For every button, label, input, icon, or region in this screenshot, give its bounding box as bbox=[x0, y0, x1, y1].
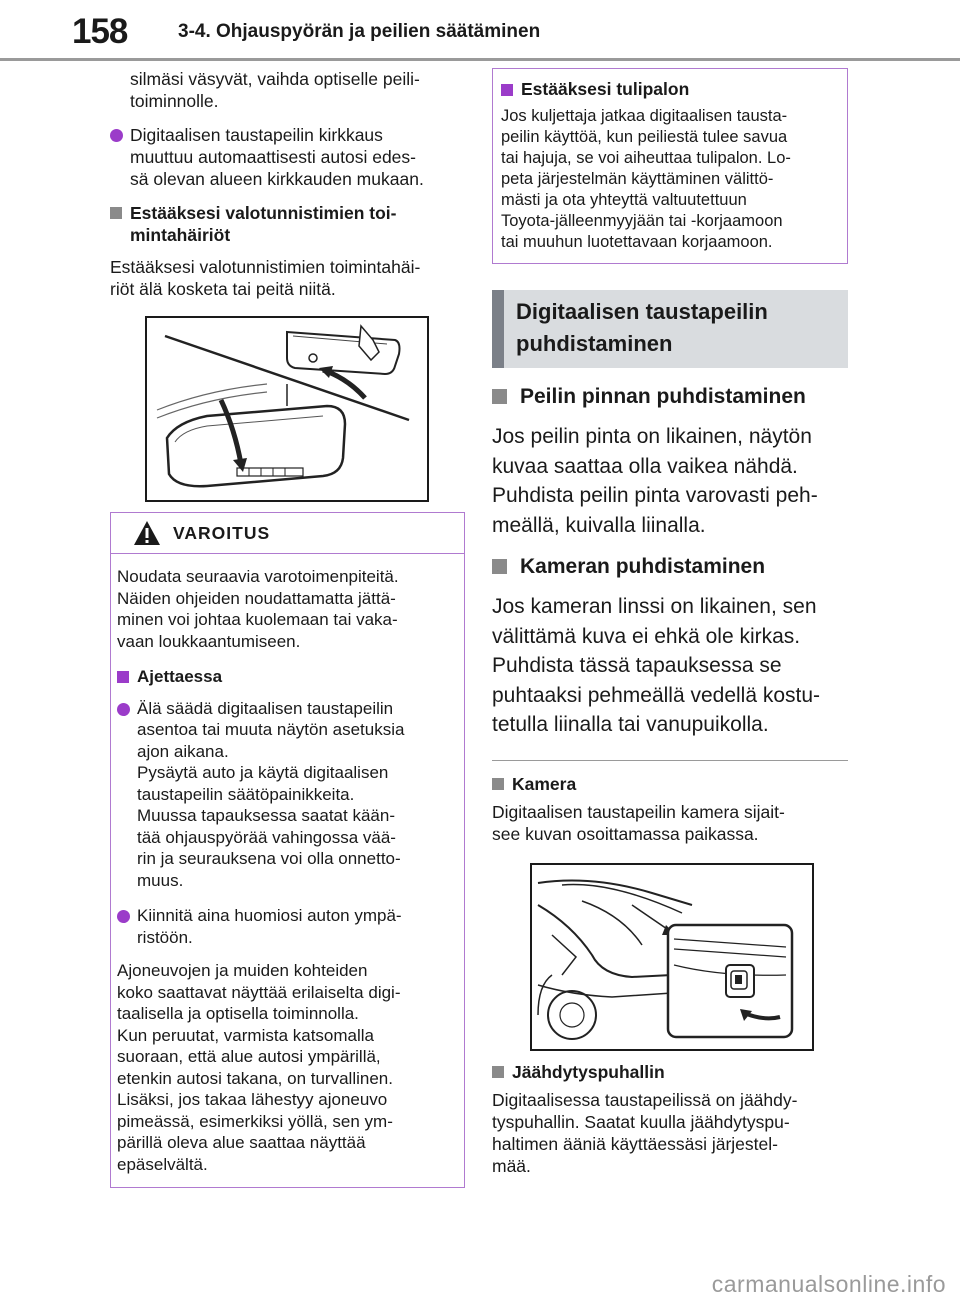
text-line: vaan loukkaantumiseen. bbox=[117, 631, 301, 651]
text-line: Kun peruutat, varmista katsomalla bbox=[117, 1025, 375, 1045]
mirror-cleaning-paragraph bbox=[492, 422, 848, 540]
text-line: toiminnolle. bbox=[130, 91, 219, 111]
camera-paragraph bbox=[492, 801, 848, 845]
text-line: taalisella ja optisella toiminnolla. bbox=[117, 1004, 359, 1023]
heading-cooling-fan bbox=[492, 1061, 848, 1083]
heading-light-sensors bbox=[110, 202, 465, 246]
text-line: Kameran puhdistaminen bbox=[520, 555, 766, 578]
left-column bbox=[110, 68, 465, 1188]
text-line: puhtaaksi pehmeällä vedellä kostu- bbox=[492, 683, 821, 707]
page-number: 158 bbox=[72, 12, 128, 51]
fire-warning-box bbox=[492, 68, 848, 264]
text-line: silmäsi väsyvät, vaihda optiselle peili- bbox=[130, 69, 420, 89]
text-line: asentoa tai muuta näytön asetuksia bbox=[137, 720, 405, 739]
text-line: minen voi johtaa kuolemaan tai vaka- bbox=[117, 610, 398, 629]
text-line: Pysäytä auto ja käytä digitaalisen bbox=[137, 763, 389, 782]
text-line: tyspuhallin. Saatat kuulla jäähdytyspu- bbox=[492, 1111, 790, 1132]
warning-box bbox=[110, 512, 465, 1188]
square-heading-icon bbox=[110, 207, 122, 219]
text-line: Lisäksi, jos takaa lähestyy ajoneuvo bbox=[117, 1090, 388, 1109]
text-line: haltimen ääniä käyttäessäsi järjestel- bbox=[492, 1133, 778, 1154]
text-line: mästi ja ota yhteyttä valtuutettuun bbox=[501, 191, 747, 209]
text-line: Toyota-jälleenmyyjään tai -korjaamoon bbox=[501, 212, 783, 230]
text-line: tää ohjauspyörää vahingossa vää- bbox=[137, 827, 396, 847]
text-line: peta järjestelmän käyttäminen välittö- bbox=[501, 170, 774, 188]
watermark: carmanualsonline.info bbox=[711, 1271, 946, 1297]
square-heading-icon bbox=[501, 84, 513, 96]
right-column bbox=[492, 68, 848, 1177]
text-line: sä olevan alueen kirkkauden mukaan. bbox=[130, 169, 424, 189]
text-line: riöt älä kosketa tai peitä niitä. bbox=[110, 279, 336, 299]
section-title: 3-4. Ohjauspyörän ja peilien säätäminen bbox=[178, 21, 541, 42]
text-line: ajon aikana. bbox=[137, 741, 229, 761]
text-line: Digitaalisessa taustapeilissä on jäähdy- bbox=[492, 1089, 798, 1110]
warning-paragraph bbox=[117, 960, 458, 1175]
text-line: Puhdista peilin pinta varovasti peh- bbox=[492, 484, 818, 507]
text-line: Ajettaessa bbox=[137, 667, 223, 686]
text-line: Jos kameran linssi on likainen, sen bbox=[492, 595, 817, 618]
heading-mirror-cleaning bbox=[492, 384, 848, 410]
text-line: see kuvan osoittamassa paikassa. bbox=[492, 823, 759, 844]
text-line: kuvaa saattaa olla vaikea nähdä. bbox=[492, 454, 798, 478]
text-line: suoraan, että alue autosi ympärillä, bbox=[117, 1047, 381, 1066]
text-line: Kiinnitä aina huomiosi auton ympä- bbox=[137, 906, 402, 925]
text-line: mintahäiriöt bbox=[130, 225, 231, 245]
text-line: Estääksesi valotunnistimien toimintahäi- bbox=[110, 257, 421, 277]
warning-bullet-adjust bbox=[117, 698, 458, 892]
square-heading-icon bbox=[492, 389, 507, 404]
text-line: Jos peilin pinta on likainen, näytön bbox=[492, 425, 812, 448]
bullet-dot-icon bbox=[117, 703, 130, 716]
text-line: Jäähdytyspuhallin bbox=[512, 1061, 665, 1082]
text-line: Estääksesi tulipalon bbox=[521, 79, 690, 99]
text-line: pimeässä, esimerkiksi yöllä, sen ym- bbox=[117, 1111, 393, 1131]
warning-body bbox=[111, 554, 464, 1187]
text-line: etenkin autosi takana, on turvallinen. bbox=[117, 1068, 393, 1088]
section-heading-line: Digitaalisen taustapeilin bbox=[516, 299, 768, 324]
section-heading-cleaning bbox=[492, 290, 848, 368]
continued-paragraph bbox=[110, 68, 465, 112]
square-heading-icon bbox=[492, 1066, 504, 1078]
bullet-dot-icon bbox=[117, 910, 130, 923]
warning-intro bbox=[117, 566, 458, 652]
camera-figure bbox=[530, 863, 814, 1051]
text-line: tetulla liinalla tai vanupuikolla. bbox=[492, 713, 769, 736]
warning-header bbox=[111, 513, 464, 554]
fire-heading bbox=[501, 79, 839, 100]
warning-subheading bbox=[117, 666, 458, 688]
bullet-dot-icon bbox=[110, 129, 123, 142]
text-line: mää. bbox=[492, 1155, 531, 1176]
text-line: Kamera bbox=[512, 773, 577, 794]
camera-illustration bbox=[532, 865, 812, 1049]
bullet-brightness bbox=[110, 124, 465, 190]
camera-cleaning-paragraph bbox=[492, 592, 848, 740]
section-heading-line: puhdistaminen bbox=[516, 331, 673, 356]
divider bbox=[492, 760, 848, 761]
heading-camera bbox=[492, 773, 848, 795]
cooling-fan-paragraph bbox=[492, 1089, 848, 1177]
heading-camera-cleaning bbox=[492, 554, 848, 580]
text-line: tai hajuja, se voi aiheuttaa tulipalon. Lo- bbox=[501, 149, 791, 167]
text-line: Noudata seuraavia varotoimenpiteitä. bbox=[117, 567, 399, 586]
text-line: muus. bbox=[137, 870, 184, 890]
text-line: muuttuu automaattisesti autosi edes- bbox=[130, 147, 416, 167]
text-line: peilin käyttöä, kun peiliestä tulee savua bbox=[501, 128, 788, 146]
square-heading-icon bbox=[492, 778, 504, 790]
text-line: meällä, kuivalla liinalla. bbox=[492, 513, 706, 537]
text-line: Digitaalisen taustapeilin kirkkaus bbox=[130, 125, 383, 145]
text-line: Muussa tapauksessa saatat kään- bbox=[137, 806, 395, 825]
square-heading-icon bbox=[492, 559, 507, 574]
text-line: Digitaalisen taustapeilin kamera sijait- bbox=[492, 801, 785, 822]
text-line: koko saattavat näyttää erilaiselta digi- bbox=[117, 982, 401, 1002]
text-line: taustapeilin säätöpainikkeita. bbox=[137, 784, 355, 804]
square-heading-icon bbox=[117, 671, 129, 683]
text-line: rin ja seurauksena voi olla onnetto- bbox=[137, 849, 401, 868]
text-line: Peilin pinnan puhdistaminen bbox=[520, 385, 806, 408]
text-line: Estääksesi valotunnistimien toi- bbox=[130, 203, 397, 223]
text-line: ristöön. bbox=[137, 927, 193, 947]
mirror-illustration bbox=[147, 318, 427, 500]
text-line: Ajoneuvojen ja muiden kohteiden bbox=[117, 961, 368, 980]
text-line: Jos kuljettaja jatkaa digitaalisen tausta- bbox=[501, 107, 788, 125]
text-line: Älä säädä digitaalisen taustapeilin bbox=[137, 698, 394, 718]
text-line: välittämä kuva ei ehkä ole kirkas. bbox=[492, 624, 801, 648]
text-line: pärillä oleva alue saattaa näyttää bbox=[117, 1133, 366, 1152]
warning-bullet-attention bbox=[117, 905, 458, 948]
text-line: Puhdista tässä tapauksessa se bbox=[492, 654, 782, 677]
header-rule bbox=[0, 58, 960, 61]
text-line: tai muuhun luotettavaan korjaamoon. bbox=[501, 233, 773, 251]
mirror-figure bbox=[145, 316, 429, 502]
warning-triangle-icon bbox=[133, 520, 161, 546]
sensor-paragraph bbox=[110, 256, 465, 300]
warning-title: VAROITUS bbox=[173, 523, 271, 543]
text-line: Näiden ohjeiden noudattamatta jättä- bbox=[117, 588, 396, 608]
text-line: epäselvältä. bbox=[117, 1154, 208, 1174]
